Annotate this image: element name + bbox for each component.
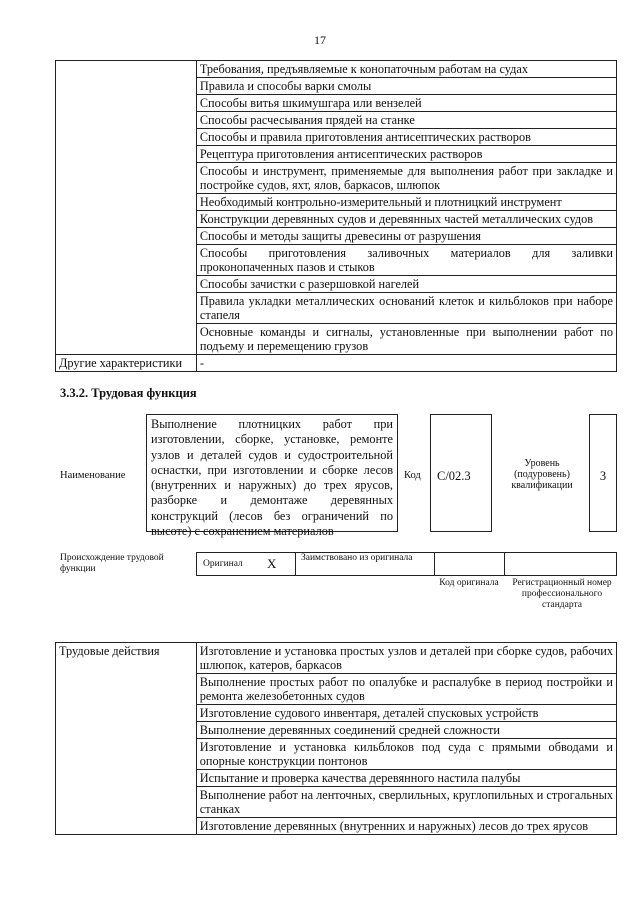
- section-title: 3.3.2. Трудовая функция: [60, 386, 197, 400]
- knowledge-item: Правила и способы варки смолы: [196, 78, 616, 95]
- level-label: Уровень (подуровень) квалификации: [511, 458, 573, 491]
- reg-caption: Регистрационный номер профессионального стандарта: [512, 578, 612, 610]
- knowledge-label-cell: [56, 61, 197, 355]
- code-caption: Код оригинала: [439, 578, 499, 588]
- code-value: C/02.3: [437, 469, 471, 483]
- knowledge-item: Способы витья шкимушгара или вензелей: [196, 95, 616, 112]
- borrowed-label: Заимствовано из оригинала: [301, 553, 413, 563]
- knowledge-item: Способы и методы защиты древесины от разрушения: [196, 228, 616, 245]
- original-label: Оригинал: [203, 559, 243, 569]
- knowledge-item: Требования, предъявляемые к конопаточным работам на судах: [196, 61, 616, 78]
- action-item: Выполнение деревянных соединений средней сложности: [196, 722, 616, 739]
- other-value: -: [196, 355, 616, 372]
- knowledge-item: Способы и правила приготовления антисептических растворов: [196, 129, 616, 146]
- action-item: Испытание и проверка качества деревянного настила палубы: [196, 770, 616, 787]
- action-item: Изготовление судового инвентаря, деталей спусковых устройств: [196, 705, 616, 722]
- knowledge-item: Способы расчесывания прядей на станке: [196, 112, 616, 129]
- knowledge-item: Рецептура приготовления антисептических растворов: [196, 146, 616, 163]
- action-item: Изготовление деревянных (внутренних и наружных) лесов до трех ярусов: [196, 818, 616, 835]
- knowledge-row: [56, 61, 617, 78]
- action-row: [56, 643, 617, 674]
- origin-row: [196, 552, 617, 576]
- level-value: 3: [599, 469, 607, 483]
- code-box: [430, 414, 492, 532]
- action-item: Выполнение работ на ленточных, сверлильных, круглопильных и строгальных станках: [196, 787, 616, 818]
- action-item: Изготовление и установка кильблоков под суда с прямыми обводами и опорные конструкции понтонов: [196, 739, 616, 770]
- name-label: Наименование: [60, 470, 126, 481]
- actions-label: Трудовые действия: [56, 643, 197, 835]
- actions-table: [55, 642, 617, 835]
- origin-label: Происхождение трудовой функции: [60, 553, 164, 574]
- other-row: [56, 355, 617, 372]
- other-label: Другие характеристики: [56, 355, 197, 372]
- knowledge-item: Основные команды и сигналы, установленные при выполнении работ по подъему и перемещению грузов: [196, 324, 616, 355]
- knowledge-item: Конструкции деревянных судов и деревянных частей металлических судов: [196, 211, 616, 228]
- function-name-box: Выполнение плотницких работ при изготовлении, сборке, установке, ремонте узлов и деталей судов и судостроительной оснастки, при изготовлении и сборке лесов (внутренних и наружных) до трех ярусов, разборке и демонтаже деревянных конструкций (лесов без ограничений по высоте) с сохранением материалов: [146, 414, 398, 532]
- action-item: Изготовление и установка простых узлов и деталей при сборке судов, рабочих шлюпок, катеров, баркасов: [196, 643, 616, 674]
- knowledge-item: Способы зачистки с разершовкой нагелей: [196, 276, 616, 293]
- original-mark: X: [267, 556, 277, 571]
- code-label: Код: [404, 470, 421, 481]
- knowledge-item: Необходимый контрольно-измерительный и плотницкий инструмент: [196, 194, 616, 211]
- knowledge-table: [55, 60, 617, 372]
- page-number: 17: [314, 33, 326, 47]
- knowledge-item: Способы приготовления заливочных материалов для заливки проконопаченных пазов и стыков: [196, 245, 616, 276]
- knowledge-item: Правила укладки металлических оснований клеток и кильблоков при наборе стапеля: [196, 293, 616, 324]
- level-box: [589, 414, 617, 532]
- action-item: Выполнение простых работ по опалубке и распалубке в период постройки и ремонта железобетонных судов: [196, 674, 616, 705]
- knowledge-item: Способы и инструмент, применяемые для выполнения работ при закладке и постройке судов, яхт, ялов, баркасов, шлюпок: [196, 163, 616, 194]
